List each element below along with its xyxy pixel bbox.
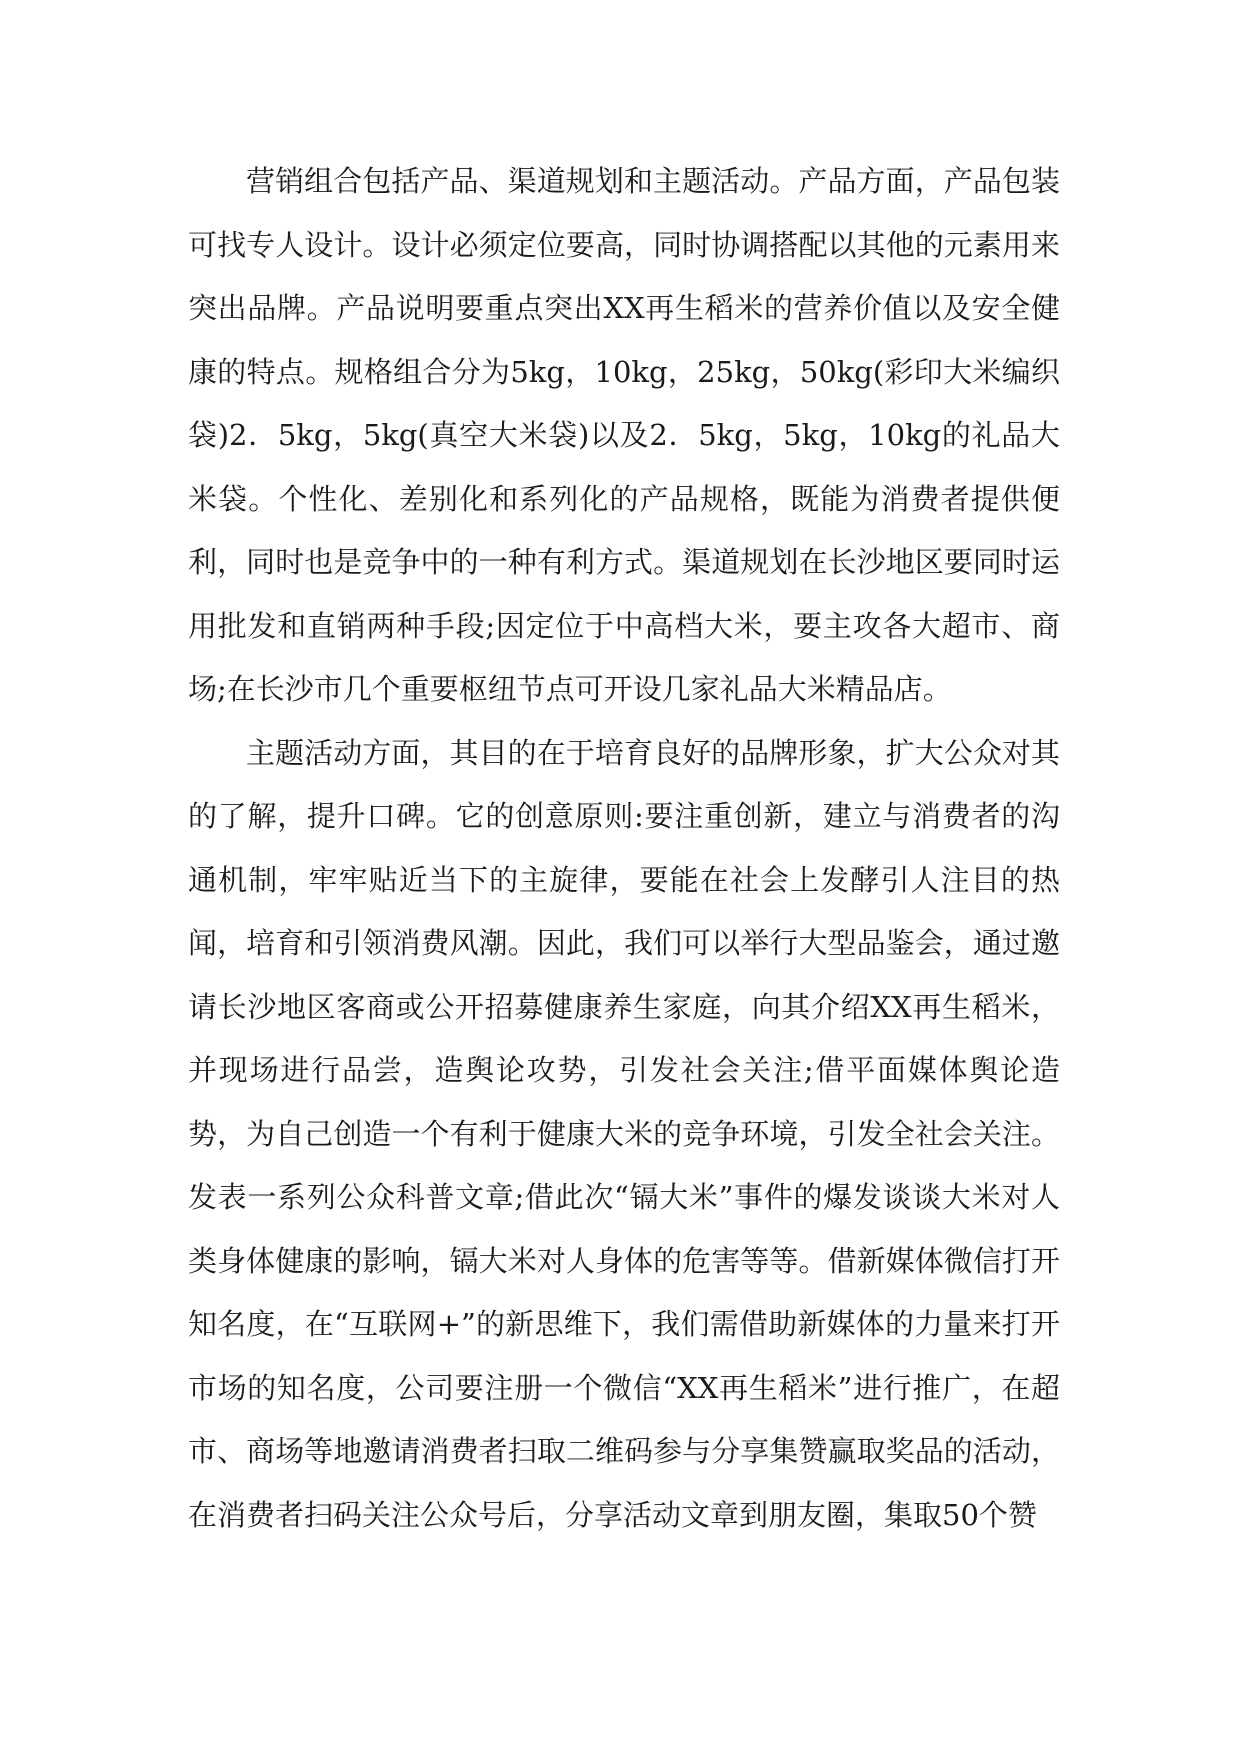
paragraph-theme-activities: 主题活动方面，其目的在于培育良好的品牌形象，扩大公众对其的了解，提升口碑。它的创意原则:要注重创新，建立与消费者的沟通机制，牢牢贴近当下的主旋律，要能在社会上发酵引人注目的热闻，培育和引领消费风潮。因此，我们可以举行大型品鉴会，通过邀请长沙地区客商或公开招募健康养生家庭，向其介绍XX再生稻米，并现场进行品尝，造舆论攻势，引发社会关注;借平面媒体舆论造势，为自己创造一个有利于健康大米的竞争环境，引发全社会关注。发表一系列公众科普文章;借此次“镉大米”事件的爆发谈谈大米对人类身体健康的影响，镉大米对人身体的危害等等。借新媒体微信打开知名度，在“互联网+”的新思维下，我们需借助新媒体的力量来打开市场的知名度，公司要注册一个微信“XX再生稻米”进行推广，在超市、商场等地邀请消费者扫取二维码参与分享集赞赢取奖品的活动，在消费者扫码关注公众号后，分享活动文章到朋友圈，集取50个赞 xyxy=(188,735,1060,1532)
paragraph-marketing-mix: 营销组合包括产品、渠道规划和主题活动。产品方面，产品包装可找专人设计。设计必须定位要高，同时协调搭配以其他的元素用来突出品牌。产品说明要重点突出XX再生稻米的营养价值以及安全健康的特点。规格组合分为5kg，10kg，25kg，50kg(彩印大米编织袋)2．5kg，5kg(真空大米袋)以及2．5kg，5kg，10kg的礼品大米袋。个性化、差别化和系列化的产品规格，既能为消费者提供便利，同时也是竞争中的一种有利方式。渠道规划在长沙地区要同时运用批发和直销两种手段;因定位于中高档大米，要主攻各大超市、商场;在长沙市几个重要枢纽节点可开设几家礼品大米精品店。 xyxy=(188,164,1060,706)
document-body xyxy=(188,150,1060,1547)
